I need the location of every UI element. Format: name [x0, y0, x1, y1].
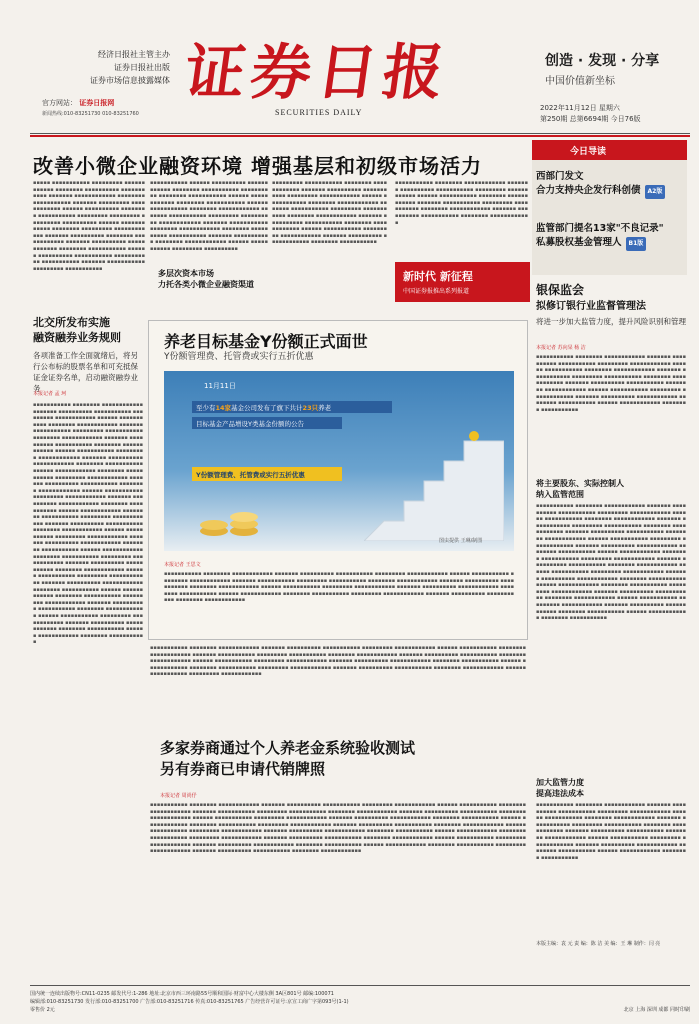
footer: [30, 990, 690, 1014]
subhead-line: 纳入监管范围: [536, 490, 584, 499]
byline: 本报记者 周尚伃: [160, 793, 197, 799]
graphic-line: [192, 401, 392, 413]
divider: [30, 135, 690, 137]
sponsor-line: 证券市场信息披露媒体: [90, 76, 170, 85]
coins-icon: [194, 491, 284, 541]
graphic-line: 目标基金产品增设Y类基金份额的公告: [192, 417, 342, 429]
banner-subtitle: 中国证券报推出系列报道: [403, 288, 470, 295]
feature-subtitle: Y份额管理费、托管费或实行五折优惠: [164, 352, 314, 362]
graphic-credit: 图虫提供 王琳/制图: [439, 538, 483, 544]
page-badge: A2版: [645, 185, 666, 199]
page-badge: B1版: [626, 237, 647, 251]
guide-item[interactable]: [536, 170, 684, 199]
byline: 本报记者 王思文: [164, 562, 201, 568]
website-link[interactable]: 证券日报网: [79, 99, 115, 107]
issue-number: 第250期 总第6694期 今日76版: [540, 115, 641, 123]
newspaper-logo: [180, 38, 470, 117]
divider: [30, 133, 690, 134]
right-sidebar: [532, 140, 687, 960]
article-body-block: ▪▪▪▪▪▪▪▪▪▪▪ ▪▪▪▪▪▪ ▪▪▪▪▪▪▪▪▪▪ ▪▪▪▪▪▪▪▪▪▪▪▪ ▪▪▪▪▪▪▪▪ ▪▪▪▪▪▪▪▪▪▪▪ ▪▪▪▪▪▪▪▪▪▪ ▪▪▪▪▪▪▪▪ ▪▪▪▪▪▪▪▪▪▪▪ ▪▪▪▪▪▪ ▪▪▪▪▪▪▪▪▪▪▪▪ ▪▪▪▪▪▪▪▪ ▪▪▪▪▪▪▪▪▪▪▪ ▪▪▪▪▪▪ ▪▪▪▪▪▪▪▪▪▪▪ ▪▪▪▪▪▪▪▪ ▪▪▪▪▪▪▪▪▪▪▪▪ ▪▪▪▪▪▪▪ ▪▪▪▪▪▪▪▪▪▪▪ ▪▪▪▪▪▪▪▪▪ ▪▪▪▪▪▪▪▪▪▪ ▪▪▪▪▪▪▪▪▪▪▪▪ ▪▪▪▪▪▪▪ ▪▪▪▪▪▪▪▪▪▪▪ ▪▪▪▪▪▪▪▪ ▪▪▪▪▪▪▪▪▪▪▪▪ ▪▪▪▪▪▪▪▪ ▪▪▪▪▪▪▪▪▪▪ ▪▪▪▪▪▪▪▪▪▪▪ ▪▪▪▪▪▪▪ ▪▪▪▪▪▪▪▪▪▪▪ ▪▪▪▪▪▪▪▪ ▪▪▪▪▪▪▪▪▪▪▪▪ ▪▪▪▪▪▪ ▪▪▪▪▪▪▪▪▪▪▪ ▪▪▪▪▪▪▪▪▪ ▪▪▪▪▪▪▪▪▪▪: [150, 180, 268, 252]
promo-banner[interactable]: [395, 262, 530, 302]
banner-title: 新时代 新征程: [403, 270, 473, 283]
guide-item-title: 西部门发文: [536, 171, 584, 182]
sponsor-lines: [70, 48, 170, 87]
news-hotline: 新闻热线:010-83251730 010-83251760: [42, 111, 139, 117]
article-body-block: ▪▪▪▪▪▪▪▪▪▪▪ ▪▪▪▪▪▪▪▪ ▪▪▪▪▪▪▪▪▪▪▪▪ ▪▪▪▪▪▪▪ ▪▪▪▪▪▪▪▪▪▪ ▪▪▪▪▪▪▪▪▪▪▪ ▪▪▪▪▪▪▪▪▪ ▪▪▪▪▪▪▪▪▪▪▪▪ ▪▪▪▪▪▪ ▪▪▪▪▪▪▪▪▪▪▪ ▪▪▪▪▪▪▪▪ ▪▪▪▪▪▪▪▪▪▪▪▪ ▪▪▪▪▪▪▪ ▪▪▪▪▪▪▪▪▪▪▪ ▪▪▪▪▪▪▪▪▪ ▪▪▪▪▪▪▪▪▪▪▪ ▪▪▪▪▪▪▪▪ ▪▪▪▪▪▪▪▪▪▪▪▪ ▪▪▪▪▪▪▪ ▪▪▪▪▪▪▪▪▪▪ ▪▪▪▪▪▪▪▪▪▪▪ ▪▪▪▪▪▪▪▪ ▪▪▪▪▪▪▪▪▪▪▪▪ ▪▪▪▪▪▪ ▪▪▪▪▪▪▪▪▪▪▪ ▪▪▪▪▪▪▪▪▪ ▪▪▪▪▪▪▪▪▪▪▪▪ ▪▪▪▪▪▪▪ ▪▪▪▪▪▪▪▪▪▪ ▪▪▪▪▪▪▪▪▪▪▪▪ ▪▪▪▪▪▪▪▪ ▪▪▪▪▪▪▪▪▪▪▪ ▪▪▪▪▪▪ ▪▪▪▪▪▪▪▪▪▪▪▪ ▪▪▪▪▪▪▪▪ ▪▪▪▪▪▪▪▪▪▪▪: [536, 802, 686, 861]
sidebar-headline-title: 拟修订银行业监督管理法: [536, 301, 646, 312]
article-body-block: ▪▪▪▪▪▪▪▪▪▪▪ ▪▪▪▪▪▪▪▪ ▪▪▪▪▪▪▪▪▪▪▪▪ ▪▪▪▪▪▪▪ ▪▪▪▪▪▪▪▪▪▪ ▪▪▪▪▪▪▪▪▪▪▪ ▪▪▪▪▪▪▪▪▪ ▪▪▪▪▪▪▪▪▪▪▪▪ ▪▪▪▪▪▪ ▪▪▪▪▪▪▪▪▪▪▪ ▪▪▪▪▪▪▪▪ ▪▪▪▪▪▪▪▪▪▪▪▪ ▪▪▪▪▪▪▪ ▪▪▪▪▪▪▪▪▪▪▪ ▪▪▪▪▪▪▪▪▪ ▪▪▪▪▪▪▪▪▪▪▪ ▪▪▪▪▪▪▪▪ ▪▪▪▪▪▪▪▪▪▪▪▪ ▪▪▪▪▪▪▪ ▪▪▪▪▪▪▪▪▪▪ ▪▪▪▪▪▪▪▪▪▪▪ ▪▪▪▪▪▪▪▪ ▪▪▪▪▪▪▪▪▪▪▪▪ ▪▪▪▪▪▪ ▪▪▪▪▪▪▪▪▪▪▪ ▪▪▪▪▪▪▪▪▪ ▪▪▪▪▪▪▪▪▪▪▪▪ ▪▪▪▪▪▪▪ ▪▪▪▪▪▪▪▪▪▪ ▪▪▪▪▪▪▪▪▪▪▪▪ ▪▪▪▪▪▪▪▪ ▪▪▪▪▪▪▪▪▪▪▪ ▪▪▪▪▪▪ ▪▪▪▪▪▪▪▪▪▪▪▪ ▪▪▪▪▪▪▪▪ ▪▪▪▪▪▪▪▪▪▪▪ ▪▪▪▪▪▪▪▪▪ ▪▪▪▪▪▪▪▪▪▪▪▪ ▪▪▪▪▪▪▪ ▪▪▪▪▪▪▪▪▪▪ ▪▪▪▪▪▪▪▪▪▪▪ ▪▪▪▪▪▪▪▪ ▪▪▪▪▪▪▪▪▪▪▪▪: [164, 571, 514, 604]
article-body-block: ▪▪▪▪▪▪▪▪▪ ▪▪▪▪▪▪▪▪▪▪▪ ▪▪▪▪▪▪▪▪ ▪▪▪▪▪▪▪▪▪▪▪▪ ▪▪▪▪▪▪▪ ▪▪▪▪▪▪▪▪▪▪ ▪▪▪▪▪▪▪▪▪▪▪ ▪▪▪▪▪▪▪▪▪ ▪▪▪▪▪▪▪▪▪▪▪▪ ▪▪▪▪▪▪ ▪▪▪▪▪▪▪▪▪▪▪ ▪▪▪▪▪▪▪▪ ▪▪▪▪▪▪▪▪▪▪▪▪ ▪▪▪▪▪▪▪ ▪▪▪▪▪▪▪▪▪▪▪ ▪▪▪▪▪▪▪▪▪ ▪▪▪▪▪▪▪▪▪▪▪ ▪▪▪▪▪▪▪▪ ▪▪▪▪▪▪▪▪▪▪▪▪ ▪▪▪▪▪▪▪ ▪▪▪▪▪▪▪▪▪▪ ▪▪▪▪▪▪▪▪▪▪▪ ▪▪▪▪▪▪▪▪ ▪▪▪▪▪▪▪▪▪▪▪▪ ▪▪▪▪▪▪ ▪▪▪▪▪▪▪▪▪▪▪ ▪▪▪▪▪▪▪▪▪ ▪▪▪▪▪▪▪▪▪▪▪▪ ▪▪▪▪▪▪▪ ▪▪▪▪▪▪▪▪▪▪ ▪▪▪▪▪▪▪▪▪▪▪▪ ▪▪▪▪▪▪▪▪ ▪▪▪▪▪▪▪▪▪▪▪: [272, 180, 387, 246]
sponsor-line: 经济日报社主管主办: [98, 50, 170, 59]
graphic-text: 至少有: [196, 404, 216, 412]
feature-title[interactable]: 养老目标基金Y份额正式面世: [164, 332, 368, 351]
feature-infographic: [164, 371, 514, 551]
article-body-block: ▪▪▪▪▪▪▪▪▪▪▪ ▪▪▪▪▪▪▪▪ ▪▪▪▪▪▪▪▪▪▪▪▪ ▪▪▪▪▪▪▪ ▪▪▪▪▪▪▪▪▪▪ ▪▪▪▪▪▪▪▪▪▪▪ ▪▪▪▪▪▪▪▪▪ ▪▪▪▪▪▪▪▪▪▪▪▪ ▪▪▪▪▪▪ ▪▪▪▪▪▪▪▪▪▪▪ ▪▪▪▪▪▪▪▪ ▪▪▪▪▪▪▪▪▪▪▪▪ ▪▪▪▪▪▪▪ ▪▪▪▪▪▪▪▪▪▪▪ ▪▪▪▪▪▪▪▪▪ ▪▪▪▪▪▪▪▪▪▪▪ ▪▪▪▪▪▪▪▪ ▪▪▪▪▪▪▪▪▪▪▪▪ ▪▪▪▪▪▪▪ ▪▪▪▪▪▪▪▪▪▪ ▪▪▪▪▪▪▪▪▪▪▪ ▪▪▪▪▪▪▪▪ ▪▪▪▪▪▪▪▪▪▪▪▪ ▪▪▪▪▪▪ ▪▪▪▪▪▪▪▪▪▪▪ ▪▪▪▪▪▪▪▪▪ ▪▪▪▪▪▪▪▪▪▪▪▪ ▪▪▪▪▪▪▪ ▪▪▪▪▪▪▪▪▪▪ ▪▪▪▪▪▪▪▪▪▪▪▪ ▪▪▪▪▪▪▪▪ ▪▪▪▪▪▪▪▪▪▪▪ ▪▪▪▪▪▪ ▪▪▪▪▪▪▪▪▪▪▪▪ ▪▪▪▪▪▪▪▪ ▪▪▪▪▪▪▪▪▪▪▪ ▪▪▪▪▪▪▪▪▪ ▪▪▪▪▪▪▪▪▪▪▪▪ ▪▪▪▪▪▪▪ ▪▪▪▪▪▪▪▪▪▪ ▪▪▪▪▪▪▪▪▪▪▪ ▪▪▪▪▪▪▪▪ ▪▪▪▪▪▪▪▪▪▪▪▪ ▪▪▪▪▪▪ ▪▪▪▪▪▪▪▪▪▪▪ ▪▪▪▪▪▪▪▪▪ ▪▪▪▪▪▪▪▪▪▪▪▪ ▪▪▪▪▪▪▪ ▪▪▪▪▪▪▪▪▪▪ ▪▪▪▪▪▪▪▪▪▪▪▪ ▪▪▪▪▪▪▪▪ ▪▪▪▪▪▪▪▪▪▪▪ ▪▪▪▪▪▪ ▪▪▪▪▪▪▪▪▪▪▪▪ ▪▪▪▪▪▪▪▪ ▪▪▪▪▪▪▪▪▪▪▪ ▪▪▪▪▪▪▪▪▪ ▪▪▪▪▪▪▪▪▪▪▪▪ ▪▪▪▪▪▪▪ ▪▪▪▪▪▪▪▪▪▪ ▪▪▪▪▪▪▪▪▪▪▪ ▪▪▪▪▪▪▪▪ ▪▪▪▪▪▪▪▪▪▪▪▪ ▪▪▪▪▪▪ ▪▪▪▪▪▪▪▪▪▪▪ ▪▪▪▪▪▪▪▪▪ ▪▪▪▪▪▪▪▪▪▪▪▪ ▪▪▪▪▪▪▪ ▪▪▪▪▪▪▪▪▪▪ ▪▪▪▪▪▪▪▪▪▪▪▪ ▪▪▪▪▪▪▪▪ ▪▪▪▪▪▪▪▪▪▪▪ ▪▪▪▪▪▪ ▪▪▪▪▪▪▪▪▪▪▪▪ ▪▪▪▪▪▪▪▪ ▪▪▪▪▪▪▪▪▪▪▪: [536, 503, 686, 622]
footer-line: 编辑部:010-83251730 发行部:010-83251700 广告部:010-83251716 传真:010-83251765 广告经营许可证号:京宣工商广字第093号(1-1): [30, 999, 349, 1005]
stairs-graphic: [364, 431, 504, 541]
subhead-line: 提高违法成本: [536, 789, 584, 798]
slogan-sub: 中国价值新坐标: [545, 76, 615, 87]
divider: [30, 985, 690, 986]
middle-subtitles: [158, 268, 268, 290]
sidebar-subhead: [536, 777, 686, 799]
sidebar-headline[interactable]: [536, 282, 686, 314]
article-body-block: ▪▪▪▪▪▪▪▪▪▪▪ ▪▪▪▪▪▪▪▪ ▪▪▪▪▪▪▪▪▪▪▪▪ ▪▪▪▪▪▪▪ ▪▪▪▪▪▪▪▪▪▪ ▪▪▪▪▪▪▪▪▪▪▪ ▪▪▪▪▪▪▪▪▪ ▪▪▪▪▪▪▪▪▪▪▪▪ ▪▪▪▪▪▪ ▪▪▪▪▪▪▪▪▪▪▪ ▪▪▪▪▪▪▪▪ ▪▪▪▪▪▪▪▪▪▪▪▪ ▪▪▪▪▪▪▪ ▪▪▪▪▪▪▪▪▪▪▪ ▪▪▪▪▪▪▪▪▪ ▪▪▪▪▪▪▪▪▪▪▪ ▪▪▪▪▪▪▪▪ ▪▪▪▪▪▪▪▪▪▪▪▪ ▪▪▪▪▪▪▪ ▪▪▪▪▪▪▪▪▪▪ ▪▪▪▪▪▪▪▪▪▪▪ ▪▪▪▪▪▪▪▪ ▪▪▪▪▪▪▪▪▪▪▪▪: [395, 180, 528, 226]
guide-item[interactable]: [536, 222, 684, 251]
website-label-text: 官方网站：: [42, 99, 77, 107]
byline: 本报记者 孟 珂: [33, 391, 67, 397]
guide-item-title: 监管部门提名13家"不良记录": [536, 223, 664, 234]
graphic-text: 基金公司发布了旗下共计: [231, 404, 303, 412]
graphic-text: 养老: [318, 404, 332, 412]
price: 零售价 2元: [30, 1007, 55, 1013]
article-body-block: ▪▪▪▪▪ ▪▪▪▪▪▪▪▪▪▪▪ ▪▪▪▪▪▪▪▪▪ ▪▪▪▪▪▪▪▪▪▪▪▪ ▪▪▪▪▪▪▪▪ ▪▪▪▪▪▪▪▪▪▪ ▪▪▪▪▪▪▪▪▪▪▪ ▪▪▪▪▪▪▪ ▪▪▪▪▪▪▪▪▪▪▪▪ ▪▪▪▪▪▪▪▪ ▪▪▪▪▪▪▪▪▪▪▪ ▪▪▪▪▪▪▪ ▪▪▪▪▪▪▪▪▪ ▪▪▪▪▪▪▪▪▪▪▪▪ ▪▪▪▪▪▪ ▪▪▪▪▪▪▪▪▪▪ ▪▪▪▪▪▪▪▪ ▪▪▪▪▪▪▪▪▪▪▪ ▪▪▪▪▪▪▪▪▪ ▪▪▪▪▪▪▪▪▪ ▪▪▪▪▪▪▪▪▪ ▪▪▪▪▪▪▪▪▪▪ ▪▪▪▪▪▪ ▪▪▪▪▪▪▪▪▪▪▪▪ ▪▪▪▪▪▪▪▪ ▪▪▪▪▪▪▪▪▪ ▪▪▪▪▪▪▪▪▪▪▪▪ ▪▪▪▪▪▪▪ ▪▪▪▪▪▪▪▪▪▪ ▪▪▪▪▪▪▪▪ ▪▪▪▪▪▪▪▪▪▪▪▪ ▪▪▪▪▪▪▪ ▪▪▪▪▪▪▪▪▪▪ ▪▪▪▪▪▪▪▪▪▪▪▪ ▪▪▪▪▪▪▪▪ ▪▪▪▪▪▪▪▪▪▪▪ ▪▪▪▪▪▪ ▪▪▪▪▪▪▪▪▪▪ ▪▪▪▪▪▪▪▪▪▪▪ ▪▪▪▪▪▪▪▪▪▪▪ ▪▪▪▪▪▪▪▪▪▪▪ ▪▪▪▪▪▪▪ ▪▪▪▪▪▪▪▪▪▪▪ ▪▪▪▪▪▪▪▪▪ ▪▪▪▪▪▪▪▪▪▪▪: [33, 180, 145, 272]
small-title: 多层次资本市场: [158, 268, 268, 279]
article-body-block: ▪▪▪▪▪▪▪▪▪▪▪ ▪▪▪▪▪▪▪▪ ▪▪▪▪▪▪▪▪▪▪▪▪ ▪▪▪▪▪▪▪ ▪▪▪▪▪▪▪▪▪▪ ▪▪▪▪▪▪▪▪▪▪▪ ▪▪▪▪▪▪▪▪▪ ▪▪▪▪▪▪▪▪▪▪▪▪ ▪▪▪▪▪▪ ▪▪▪▪▪▪▪▪▪▪▪ ▪▪▪▪▪▪▪▪ ▪▪▪▪▪▪▪▪▪▪▪▪ ▪▪▪▪▪▪▪ ▪▪▪▪▪▪▪▪▪▪▪ ▪▪▪▪▪▪▪▪▪ ▪▪▪▪▪▪▪▪▪▪▪ ▪▪▪▪▪▪▪▪ ▪▪▪▪▪▪▪▪▪▪▪▪ ▪▪▪▪▪▪▪ ▪▪▪▪▪▪▪▪▪▪ ▪▪▪▪▪▪▪▪▪▪▪ ▪▪▪▪▪▪▪▪ ▪▪▪▪▪▪▪▪▪▪▪▪ ▪▪▪▪▪▪ ▪▪▪▪▪▪▪▪▪▪▪ ▪▪▪▪▪▪▪▪▪ ▪▪▪▪▪▪▪▪▪▪▪▪ ▪▪▪▪▪▪▪ ▪▪▪▪▪▪▪▪▪▪ ▪▪▪▪▪▪▪▪▪▪▪▪ ▪▪▪▪▪▪▪▪ ▪▪▪▪▪▪▪▪▪▪▪ ▪▪▪▪▪▪ ▪▪▪▪▪▪▪▪▪▪▪▪ ▪▪▪▪▪▪▪▪ ▪▪▪▪▪▪▪▪▪▪▪: [536, 354, 686, 413]
sidebar-headline-title: 银保监会: [536, 283, 585, 297]
article-deck: 各项准备工作全面就绪后，将另行公布标的股票名单和可充抵保证金证券名单，启动融资融券业务: [33, 351, 138, 393]
website-label: [42, 98, 114, 108]
printing-locations: 北京 上海 深圳 成都 同时印刷: [623, 1007, 690, 1013]
article-body-block: ▪▪▪▪▪▪▪▪▪▪▪ ▪▪▪▪▪▪▪▪ ▪▪▪▪▪▪▪▪▪▪▪▪ ▪▪▪▪▪▪▪ ▪▪▪▪▪▪▪▪▪▪ ▪▪▪▪▪▪▪▪▪▪▪ ▪▪▪▪▪▪▪▪▪ ▪▪▪▪▪▪▪▪▪▪▪▪ ▪▪▪▪▪▪ ▪▪▪▪▪▪▪▪▪▪▪ ▪▪▪▪▪▪▪▪ ▪▪▪▪▪▪▪▪▪▪▪▪ ▪▪▪▪▪▪▪ ▪▪▪▪▪▪▪▪▪▪▪ ▪▪▪▪▪▪▪▪▪ ▪▪▪▪▪▪▪▪▪▪▪ ▪▪▪▪▪▪▪▪ ▪▪▪▪▪▪▪▪▪▪▪▪ ▪▪▪▪▪▪▪ ▪▪▪▪▪▪▪▪▪▪ ▪▪▪▪▪▪▪▪▪▪▪ ▪▪▪▪▪▪▪▪ ▪▪▪▪▪▪▪▪▪▪▪▪ ▪▪▪▪▪▪ ▪▪▪▪▪▪▪▪▪▪▪ ▪▪▪▪▪▪▪▪▪ ▪▪▪▪▪▪▪▪▪▪▪▪ ▪▪▪▪▪▪▪ ▪▪▪▪▪▪▪▪▪▪ ▪▪▪▪▪▪▪▪▪▪▪▪ ▪▪▪▪▪▪▪▪ ▪▪▪▪▪▪▪▪▪▪▪ ▪▪▪▪▪▪ ▪▪▪▪▪▪▪▪▪▪▪▪ ▪▪▪▪▪▪▪▪ ▪▪▪▪▪▪▪▪▪▪▪ ▪▪▪▪▪▪▪▪▪ ▪▪▪▪▪▪▪▪▪▪▪▪ ▪▪▪▪▪▪▪ ▪▪▪▪▪▪▪▪▪▪ ▪▪▪▪▪▪▪▪▪▪▪ ▪▪▪▪▪▪▪▪ ▪▪▪▪▪▪▪▪▪▪▪▪ ▪▪▪▪▪▪ ▪▪▪▪▪▪▪▪▪▪▪ ▪▪▪▪▪▪▪▪▪ ▪▪▪▪▪▪▪▪▪▪▪▪ ▪▪▪▪▪▪▪ ▪▪▪▪▪▪▪▪▪▪ ▪▪▪▪▪▪▪▪▪▪▪▪ ▪▪▪▪▪▪▪▪ ▪▪▪▪▪▪▪▪▪▪▪ ▪▪▪▪▪▪ ▪▪▪▪▪▪▪▪▪▪▪▪ ▪▪▪▪▪▪▪▪ ▪▪▪▪▪▪▪▪▪▪▪ ▪▪▪▪▪▪▪▪▪ ▪▪▪▪▪▪▪▪▪▪▪▪ ▪▪▪▪▪▪▪ ▪▪▪▪▪▪▪▪▪▪ ▪▪▪▪▪▪▪▪▪▪▪ ▪▪▪▪▪▪▪▪ ▪▪▪▪▪▪▪▪▪▪▪▪ ▪▪▪▪▪▪ ▪▪▪▪▪▪▪▪▪▪▪ ▪▪▪▪▪▪▪▪▪ ▪▪▪▪▪▪▪▪▪▪▪▪ ▪▪▪▪▪▪▪ ▪▪▪▪▪▪▪▪▪▪ ▪▪▪▪▪▪▪▪▪▪▪▪ ▪▪▪▪▪▪▪▪ ▪▪▪▪▪▪▪▪▪▪▪ ▪▪▪▪▪▪ ▪▪▪▪▪▪▪▪▪▪▪▪ ▪▪▪▪▪▪▪▪ ▪▪▪▪▪▪▪▪▪▪▪ ▪▪▪▪▪▪▪▪▪ ▪▪▪▪▪▪▪▪▪▪▪▪ ▪▪▪▪▪▪▪ ▪▪▪▪▪▪▪▪▪▪ ▪▪▪▪▪▪▪▪▪▪▪ ▪▪▪▪▪▪▪▪ ▪▪▪▪▪▪▪▪▪▪▪▪ ▪▪▪▪▪▪ ▪▪▪▪▪▪▪▪▪▪▪ ▪▪▪▪▪▪▪▪▪ ▪▪▪▪▪▪▪▪▪▪▪▪ ▪▪▪▪▪▪▪ ▪▪▪▪▪▪▪▪▪▪ ▪▪▪▪▪▪▪▪▪▪▪▪ ▪▪▪▪▪▪▪▪ ▪▪▪▪▪▪▪▪▪▪▪ ▪▪▪▪▪▪ ▪▪▪▪▪▪▪▪▪▪▪▪ ▪▪▪▪▪▪▪▪ ▪▪▪▪▪▪▪▪▪▪▪ ▪▪▪▪▪▪▪▪▪ ▪▪▪▪▪▪▪▪▪▪▪▪ ▪▪▪▪▪▪▪ ▪▪▪▪▪▪▪▪▪▪ ▪▪▪▪▪▪▪▪▪▪▪ ▪▪▪▪▪▪▪▪ ▪▪▪▪▪▪▪▪▪▪▪▪ ▪▪▪▪▪▪ ▪▪▪▪▪▪▪▪▪▪▪ ▪▪▪▪▪▪▪▪▪ ▪▪▪▪▪▪▪▪▪▪▪▪ ▪▪▪▪▪▪▪ ▪▪▪▪▪▪▪▪▪▪ ▪▪▪▪▪▪▪▪▪▪▪▪ ▪▪▪▪▪▪▪▪ ▪▪▪▪▪▪▪▪▪▪▪ ▪▪▪▪▪▪ ▪▪▪▪▪▪▪▪▪▪▪▪ ▪▪▪▪▪▪▪▪ ▪▪▪▪▪▪▪▪▪▪▪: [33, 402, 143, 646]
sidebar-deck: 将进一步加大监管力度，提升风险识别和管理: [536, 317, 686, 326]
guide-item-title: 合力支持央企发行科创债: [536, 185, 641, 196]
graphic-date: 11月11日: [204, 382, 236, 390]
feature-article: [148, 320, 528, 640]
subhead-line: 加大监管力度: [536, 778, 584, 787]
slogan-block: [545, 50, 675, 87]
sidebar-subhead: [536, 478, 686, 500]
issue-date: 2022年11月12日 星期六: [540, 104, 620, 112]
logo-english: SECURITIES DAILY: [275, 108, 363, 117]
footer-line: 国内统一连续出版物号:CN11-0235 邮发代号:1-286 地址:北京市西三环南路55号顺和国际·财富中心大楼东侧 3A区801号 邮编:100071: [30, 991, 334, 997]
subhead-line: 将主要股东、实际控制人: [536, 479, 624, 488]
logo-title: 证券日报: [180, 38, 454, 108]
page-headline[interactable]: 改善小微企业融资环境 增强基层和初级市场活力: [33, 154, 482, 178]
article-title: 融资融券业务规则: [33, 331, 121, 344]
today-guide-header: 今日导读: [532, 140, 687, 160]
graphic-number: 14家: [215, 404, 232, 412]
graphic-number: 23只: [302, 404, 319, 412]
today-guide-box: [532, 160, 687, 275]
dateline: [540, 103, 690, 125]
byline: 本报记者 苏向杲 杨 洁: [536, 345, 586, 351]
editor-credits: 本版主编：袁 元 责 编：陈 洁 美 编：王 琳 制作：闫 亮: [536, 941, 661, 947]
second-article-header[interactable]: [160, 738, 520, 780]
guide-item-title: 私募股权基金管理人: [536, 237, 622, 248]
graphic-tag: Y份额管理费、托管费或实行五折优惠: [192, 467, 342, 481]
article-title: 多家券商通过个人养老金系统验收测试: [160, 739, 416, 757]
article-body-block: ▪▪▪▪▪▪▪▪▪▪▪ ▪▪▪▪▪▪▪▪ ▪▪▪▪▪▪▪▪▪▪▪▪ ▪▪▪▪▪▪▪ ▪▪▪▪▪▪▪▪▪▪ ▪▪▪▪▪▪▪▪▪▪▪ ▪▪▪▪▪▪▪▪▪ ▪▪▪▪▪▪▪▪▪▪▪▪ ▪▪▪▪▪▪ ▪▪▪▪▪▪▪▪▪▪▪ ▪▪▪▪▪▪▪▪ ▪▪▪▪▪▪▪▪▪▪▪▪ ▪▪▪▪▪▪▪ ▪▪▪▪▪▪▪▪▪▪▪ ▪▪▪▪▪▪▪▪▪ ▪▪▪▪▪▪▪▪▪▪▪ ▪▪▪▪▪▪▪▪ ▪▪▪▪▪▪▪▪▪▪▪▪ ▪▪▪▪▪▪▪ ▪▪▪▪▪▪▪▪▪▪ ▪▪▪▪▪▪▪▪▪▪▪ ▪▪▪▪▪▪▪▪ ▪▪▪▪▪▪▪▪▪▪▪▪ ▪▪▪▪▪▪ ▪▪▪▪▪▪▪▪▪▪▪ ▪▪▪▪▪▪▪▪▪ ▪▪▪▪▪▪▪▪▪▪▪▪ ▪▪▪▪▪▪▪ ▪▪▪▪▪▪▪▪▪▪ ▪▪▪▪▪▪▪▪▪▪▪▪ ▪▪▪▪▪▪▪▪ ▪▪▪▪▪▪▪▪▪▪▪ ▪▪▪▪▪▪ ▪▪▪▪▪▪▪▪▪▪▪▪ ▪▪▪▪▪▪▪▪ ▪▪▪▪▪▪▪▪▪▪▪ ▪▪▪▪▪▪▪▪▪ ▪▪▪▪▪▪▪▪▪▪▪▪ ▪▪▪▪▪▪▪ ▪▪▪▪▪▪▪▪▪▪ ▪▪▪▪▪▪▪▪▪▪▪ ▪▪▪▪▪▪▪▪ ▪▪▪▪▪▪▪▪▪▪▪▪ ▪▪▪▪▪▪ ▪▪▪▪▪▪▪▪▪▪▪ ▪▪▪▪▪▪▪▪▪ ▪▪▪▪▪▪▪▪▪▪▪▪: [150, 645, 526, 678]
article-title: 北交所发布实施: [33, 316, 110, 329]
slogan: 创造 · 发现 · 分享: [545, 53, 660, 69]
article-title: 另有券商已申请代销牌照: [160, 760, 326, 778]
small-title: 力托各类小微企业融资渠道: [158, 279, 268, 290]
sponsor-line: 证券日报社出版: [114, 63, 170, 72]
left-article-header[interactable]: [33, 315, 143, 345]
article-body-block: ▪▪▪▪▪▪▪▪▪▪▪ ▪▪▪▪▪▪▪▪ ▪▪▪▪▪▪▪▪▪▪▪▪ ▪▪▪▪▪▪▪ ▪▪▪▪▪▪▪▪▪▪ ▪▪▪▪▪▪▪▪▪▪▪ ▪▪▪▪▪▪▪▪▪ ▪▪▪▪▪▪▪▪▪▪▪▪ ▪▪▪▪▪▪ ▪▪▪▪▪▪▪▪▪▪▪ ▪▪▪▪▪▪▪▪ ▪▪▪▪▪▪▪▪▪▪▪▪ ▪▪▪▪▪▪▪ ▪▪▪▪▪▪▪▪▪▪▪ ▪▪▪▪▪▪▪▪▪ ▪▪▪▪▪▪▪▪▪▪▪ ▪▪▪▪▪▪▪▪ ▪▪▪▪▪▪▪▪▪▪▪▪ ▪▪▪▪▪▪▪ ▪▪▪▪▪▪▪▪▪▪ ▪▪▪▪▪▪▪▪▪▪▪ ▪▪▪▪▪▪▪▪ ▪▪▪▪▪▪▪▪▪▪▪▪ ▪▪▪▪▪▪ ▪▪▪▪▪▪▪▪▪▪▪ ▪▪▪▪▪▪▪▪▪ ▪▪▪▪▪▪▪▪▪▪▪▪ ▪▪▪▪▪▪▪ ▪▪▪▪▪▪▪▪▪▪ ▪▪▪▪▪▪▪▪▪▪▪▪ ▪▪▪▪▪▪▪▪ ▪▪▪▪▪▪▪▪▪▪▪ ▪▪▪▪▪▪ ▪▪▪▪▪▪▪▪▪▪▪▪ ▪▪▪▪▪▪▪▪ ▪▪▪▪▪▪▪▪▪▪▪ ▪▪▪▪▪▪▪▪▪ ▪▪▪▪▪▪▪▪▪▪▪▪ ▪▪▪▪▪▪▪ ▪▪▪▪▪▪▪▪▪▪ ▪▪▪▪▪▪▪▪▪▪▪ ▪▪▪▪▪▪▪▪ ▪▪▪▪▪▪▪▪▪▪▪▪ ▪▪▪▪▪▪ ▪▪▪▪▪▪▪▪▪▪▪ ▪▪▪▪▪▪▪▪▪ ▪▪▪▪▪▪▪▪▪▪▪▪ ▪▪▪▪▪▪▪ ▪▪▪▪▪▪▪▪▪▪ ▪▪▪▪▪▪▪▪▪▪▪▪ ▪▪▪▪▪▪▪▪ ▪▪▪▪▪▪▪▪▪▪▪ ▪▪▪▪▪▪ ▪▪▪▪▪▪▪▪▪▪▪▪ ▪▪▪▪▪▪▪▪ ▪▪▪▪▪▪▪▪▪▪▪ ▪▪▪▪▪▪▪▪▪ ▪▪▪▪▪▪▪▪▪▪▪▪ ▪▪▪▪▪▪▪ ▪▪▪▪▪▪▪▪▪▪ ▪▪▪▪▪▪▪▪▪▪▪ ▪▪▪▪▪▪▪▪ ▪▪▪▪▪▪▪▪▪▪▪▪ ▪▪▪▪▪▪ ▪▪▪▪▪▪▪▪▪▪▪ ▪▪▪▪▪▪▪▪▪ ▪▪▪▪▪▪▪▪▪▪▪▪ ▪▪▪▪▪▪▪ ▪▪▪▪▪▪▪▪▪▪ ▪▪▪▪▪▪▪▪▪▪▪▪ ▪▪▪▪▪▪▪▪ ▪▪▪▪▪▪▪▪▪▪▪ ▪▪▪▪▪▪ ▪▪▪▪▪▪▪▪▪▪▪▪ ▪▪▪▪▪▪▪▪ ▪▪▪▪▪▪▪▪▪▪▪ ▪▪▪▪▪▪▪▪▪ ▪▪▪▪▪▪▪▪▪▪▪▪ ▪▪▪▪▪▪▪ ▪▪▪▪▪▪▪▪▪▪ ▪▪▪▪▪▪▪▪▪▪▪ ▪▪▪▪▪▪▪▪ ▪▪▪▪▪▪▪▪▪▪▪▪: [150, 802, 526, 855]
